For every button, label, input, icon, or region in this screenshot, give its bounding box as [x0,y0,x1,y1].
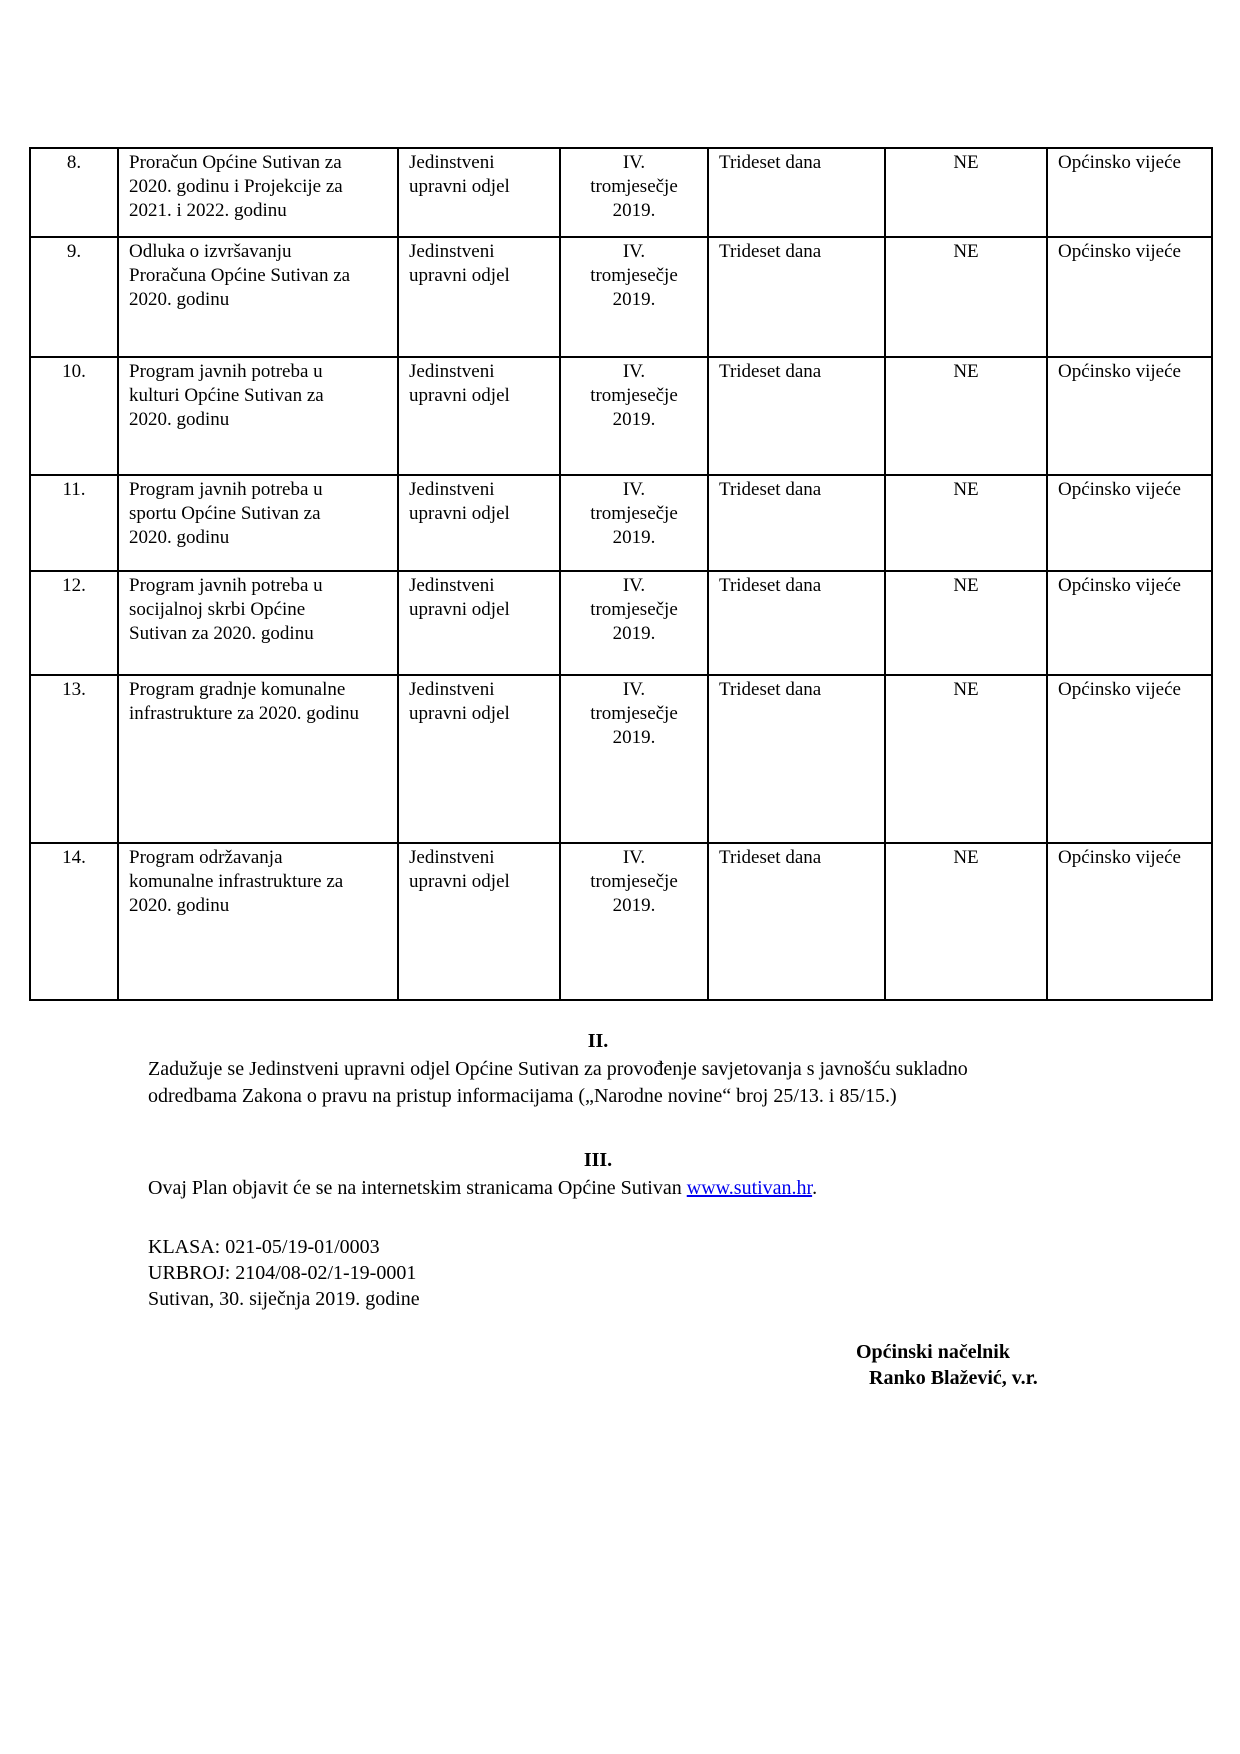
responsible-department [398,237,560,357]
responsible-department-line: Jedinstveni [409,361,495,382]
signature-name: Ranko Blažević, v.r. [869,1367,1038,1389]
table-row [30,571,1212,675]
consultation-period-line: 2019. [612,200,656,221]
section-ii-text: Zadužuje se Jedinstveni upravni odjel Općine Sutivan za provođenje savjetovanja s javnošću sukladno odredbama Zakona o pravu na pristup informacijama („Narodne novine“ broj 25/13. i 85/15.) [148,1058,968,1107]
responsible-department-line: Jedinstveni [409,241,495,262]
consultation-period-line: 2019. [612,623,656,644]
responsible-department-line: upravni odjel [409,176,510,197]
document-name-line: komunalne infrastrukture za [129,871,344,892]
consultation-period-line: 2019. [612,727,656,748]
consultation-duration: Trideset dana [708,237,885,357]
urbroj-line: URBROJ: 2104/08-02/1-19-0001 [148,1262,417,1284]
consultation-duration: Trideset dana [708,357,885,475]
document-name-line: Odluka o izvršavanju [129,241,292,262]
document-name [118,675,398,843]
consultation-period-line: IV. [622,847,646,868]
flag-value: NE [885,675,1047,843]
document-name-line: 2020. godinu [129,409,230,430]
responsible-department [398,675,560,843]
adopting-body: Općinsko vijeće [1047,675,1212,843]
adopting-body: Općinsko vijeće [1047,843,1212,1000]
consultation-period-line: tromjesečje [590,385,678,406]
adopting-body: Općinsko vijeće [1047,357,1212,475]
consultation-period-line: 2019. [612,409,656,430]
document-name-line: socijalnoj skrbi Općine [129,599,306,620]
consultation-period-line: IV. [622,361,646,382]
document-name [118,843,398,1000]
flag-value: NE [885,237,1047,357]
table-row [30,237,1212,357]
row-number: 9. [30,237,118,357]
consultation-period [560,357,708,475]
responsible-department-line: upravni odjel [409,503,510,524]
plan-table [29,147,1213,1001]
consultation-duration: Trideset dana [708,571,885,675]
consultation-period-line: tromjesečje [590,703,678,724]
table-row [30,148,1212,237]
responsible-department [398,571,560,675]
responsible-department [398,843,560,1000]
section-heading-ii: II. [587,1030,609,1052]
consultation-period-line: 2019. [612,289,656,310]
adopting-body: Općinsko vijeće [1047,571,1212,675]
document-name-line: 2020. godinu [129,895,230,916]
consultation-period-line: 2019. [612,895,656,916]
table-row [30,675,1212,843]
flag-value: NE [885,843,1047,1000]
consultation-period [560,843,708,1000]
consultation-period-line: tromjesečje [590,871,678,892]
document-name-line: Proračuna Općine Sutivan za [129,265,351,286]
section-heading-iii: III. [583,1149,613,1171]
consultation-period [560,675,708,843]
document-name [118,357,398,475]
document-name [118,571,398,675]
row-number: 10. [30,357,118,475]
document-name-line: Proračun Općine Sutivan za [129,152,342,173]
consultation-period-line: tromjesečje [590,503,678,524]
row-number: 12. [30,571,118,675]
responsible-department-line: Jedinstveni [409,152,495,173]
document-name-line: infrastrukture za 2020. godinu [129,703,360,724]
row-number: 8. [30,148,118,237]
responsible-department-line: Jedinstveni [409,847,495,868]
responsible-department [398,475,560,571]
consultation-period-line: IV. [622,679,646,700]
document-name-line: Sutivan za 2020. godinu [129,623,314,644]
flag-value: NE [885,475,1047,571]
document-name-line: 2020. godinu [129,289,230,310]
consultation-period-line: IV. [622,479,646,500]
consultation-period-line: tromjesečje [590,265,678,286]
consultation-period-line: tromjesečje [590,176,678,197]
row-number: 11. [30,475,118,571]
document-name-line: 2021. i 2022. godinu [129,200,287,221]
document-name [118,148,398,237]
consultation-period-line: IV. [622,241,646,262]
document-name [118,237,398,357]
consultation-period [560,237,708,357]
responsible-department [398,357,560,475]
consultation-duration: Trideset dana [708,843,885,1000]
flag-value: NE [885,571,1047,675]
consultation-duration: Trideset dana [708,675,885,843]
consultation-period [560,475,708,571]
consultation-period-line: IV. [622,575,646,596]
consultation-duration: Trideset dana [708,475,885,571]
adopting-body: Općinsko vijeće [1047,237,1212,357]
consultation-duration: Trideset dana [708,148,885,237]
table-row [30,843,1212,1000]
consultation-period-line: tromjesečje [590,599,678,620]
document-name-line: kulturi Općine Sutivan za [129,385,324,406]
responsible-department-line: upravni odjel [409,265,510,286]
table-row [30,357,1212,475]
responsible-department-line: upravni odjel [409,385,510,406]
section-iii-text-before: Ovaj Plan objavit će se na internetskim stranicama Općine Sutivan [148,1177,687,1199]
klasa-line: KLASA: 021-05/19-01/0003 [148,1236,380,1258]
signature-title: Općinski načelnik [856,1341,1010,1363]
responsible-department [398,148,560,237]
responsible-department-line: Jedinstveni [409,679,495,700]
section-iii-text-after: . [812,1177,818,1199]
document-name-line: Program javnih potreba u [129,479,323,500]
flag-value: NE [885,357,1047,475]
document-name-line: Program javnih potreba u [129,361,323,382]
responsible-department-line: upravni odjel [409,703,510,724]
flag-value: NE [885,148,1047,237]
consultation-period [560,571,708,675]
document-name-line: Program gradnje komunalne [129,679,346,700]
consultation-period-line: 2019. [612,527,656,548]
section-iii-text [148,1175,1048,1202]
website-link[interactable]: www.sutivan.hr [686,1177,813,1199]
responsible-department-line: Jedinstveni [409,479,495,500]
consultation-period-line: IV. [622,152,646,173]
document-name-line: Program javnih potreba u [129,575,323,596]
responsible-department-line: Jedinstveni [409,575,495,596]
row-number: 13. [30,675,118,843]
responsible-department-line: upravni odjel [409,871,510,892]
consultation-period [560,148,708,237]
responsible-department-line: upravni odjel [409,599,510,620]
adopting-body: Općinsko vijeće [1047,475,1212,571]
document-name-line: 2020. godinu [129,527,230,548]
document-name-line: sportu Općine Sutivan za [129,503,321,524]
document-name-line: 2020. godinu i Projekcije za [129,176,343,197]
row-number: 14. [30,843,118,1000]
adopting-body: Općinsko vijeće [1047,148,1212,237]
date-line: Sutivan, 30. siječnja 2019. godine [148,1288,420,1310]
table-row [30,475,1212,571]
document-name [118,475,398,571]
document-name-line: Program održavanja [129,847,283,868]
